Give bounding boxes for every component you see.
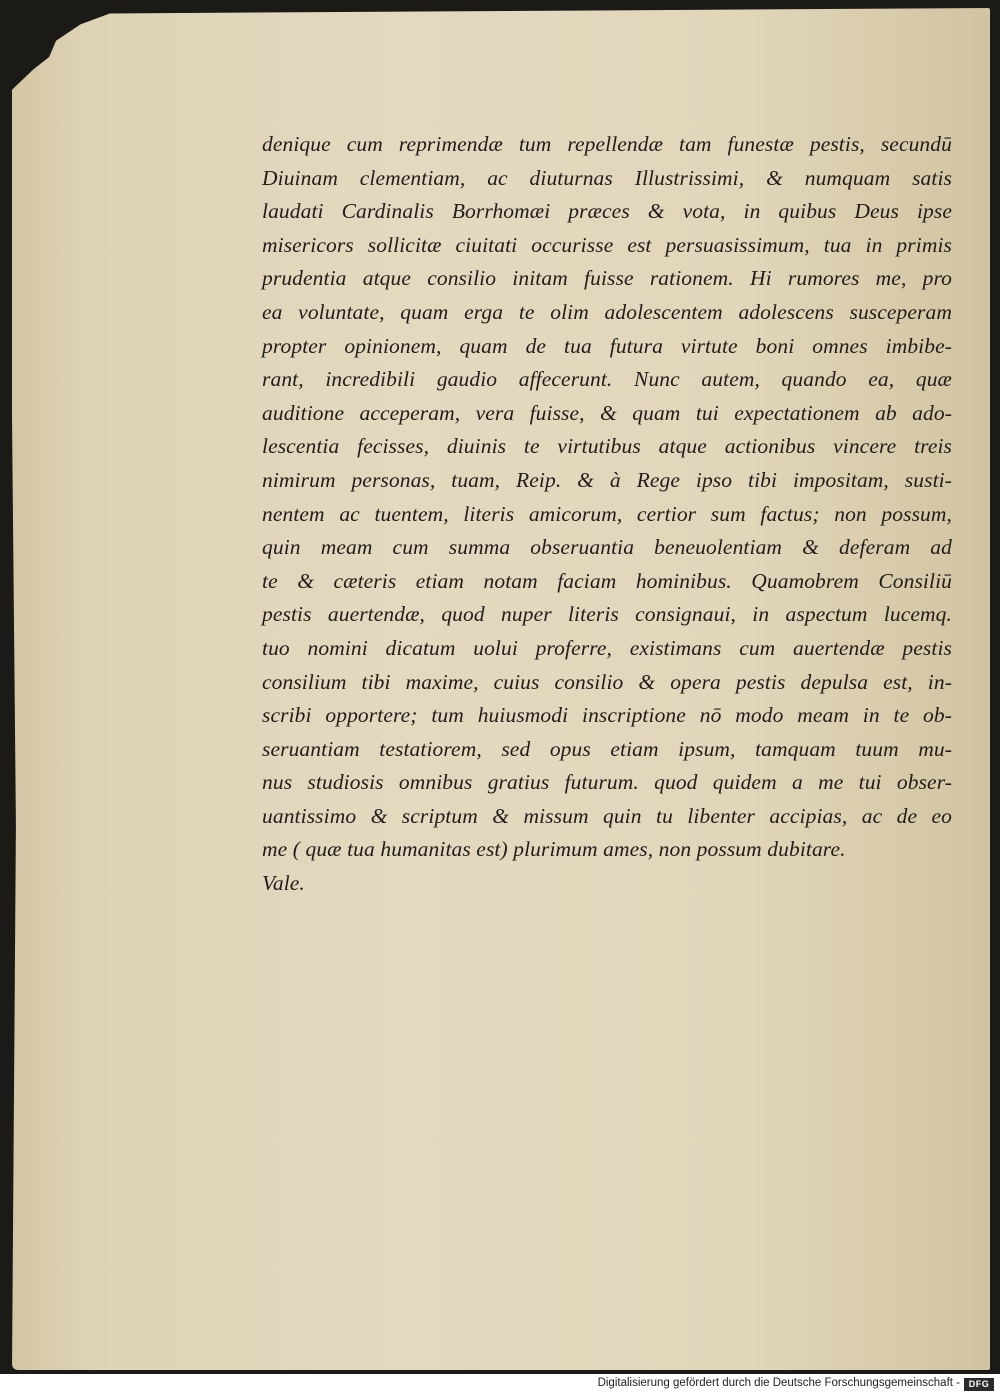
text-line: scribi opportere; tum huiusmodi inscriptione nō modo meam in te ob- xyxy=(262,703,952,728)
text-line: nus studiosis omnibus gratius futurum. quod quidem a me tui obser- xyxy=(262,770,952,795)
text-line: nimirum personas, tuam, Reip. & à Rege ipso tibi impositam, susti- xyxy=(262,467,952,492)
text-line: pestis auertendæ, quod nuper literis consignaui, in aspectum lucemq. xyxy=(262,602,952,627)
text-line: consilium tibi maxime, cuius consilio & opera pestis depulsa est, in- xyxy=(262,669,952,694)
body-text xyxy=(262,128,952,901)
dfg-logo: DFG xyxy=(964,1378,994,1391)
text-line: ea voluntate, quam erga te olim adolescentem adolescens susceperam xyxy=(262,299,952,324)
text-line: prudentia atque consilio initam fuisse rationem. Hi rumores me, pro xyxy=(262,266,952,291)
text-line: denique cum reprimendæ tum repellendæ tam funestæ pestis, secundū xyxy=(262,132,952,156)
text-line-closing: Vale. xyxy=(262,871,305,896)
text-line: uantissimo & scriptum & missum quin tu libenter accipias, ac de eo xyxy=(262,803,952,828)
text-line: rant, incredibili gaudio affecerunt. Nunc autem, quando ea, quæ xyxy=(262,367,952,392)
footer-bar xyxy=(0,1374,1000,1395)
text-line: quin meam cum summa obseruantia beneuolentiam & deferam ad xyxy=(262,535,952,560)
text-line: propter opinionem, quam de tua futura virtute boni omnes imbibe- xyxy=(262,333,952,358)
footer-credit: Digitalisierung gefördert durch die Deutsche Forschungsgemeinschaft - xyxy=(597,1377,960,1389)
text-line: seruantiam testatiorem, sed opus etiam ipsum, tamquam tuum mu- xyxy=(262,736,952,761)
text-line: Diuinam clementiam, ac diuturnas Illustrissimi, & numquam satis xyxy=(262,165,952,190)
text-line: lescentia fecisses, diuinis te virtutibus atque actionibus vincere treis xyxy=(262,434,952,459)
text-line: me ( quæ tua humanitas est) plurimum ames, non possum dubitare. xyxy=(262,837,846,862)
text-line: te & cæteris etiam notam faciam hominibus. Quamobrem Consiliū xyxy=(262,568,952,593)
text-line: tuo nomini dicatum uolui proferre, existimans cum auertendæ pestis xyxy=(262,635,952,660)
text-line: auditione acceperam, vera fuisse, & quam tui expectationem ab ado- xyxy=(262,400,952,425)
text-line: misericors sollicitæ ciuitati occurisse est persuasissimum, tua in primis xyxy=(262,232,952,257)
text-line: laudati Cardinalis Borrhomæi præces & vota, in quibus Deus ipse xyxy=(262,199,952,224)
text-line: nentem ac tuentem, literis amicorum, certior sum factus; non possum, xyxy=(262,501,952,526)
